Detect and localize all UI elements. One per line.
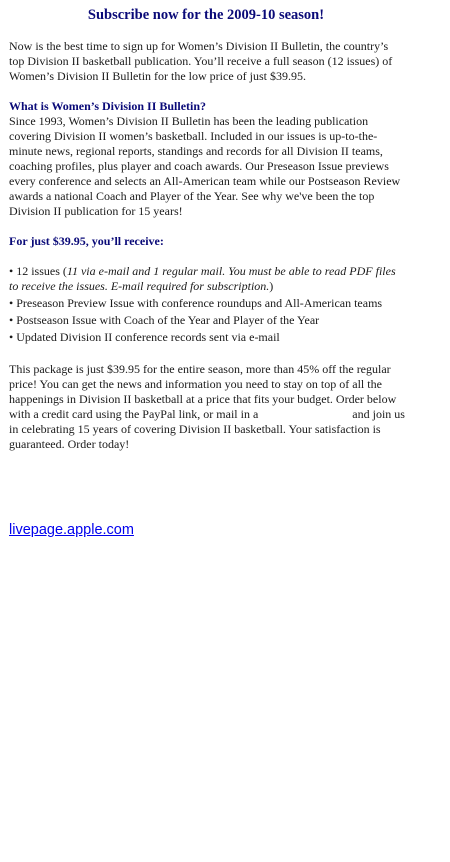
closing-text-before: This package is just $39.95 for the entire season, more than 45% off the regular price! You can get the news and information you need to stay on top of all the happenings in Division II basketball at a price that fits your budget. Order below with a credit card using the PayPal link, or mail in a	[9, 362, 397, 421]
list-item: • Postseason Issue with Coach of the Year and Player of the Year	[9, 313, 320, 327]
closing-paragraph	[9, 362, 405, 452]
list-item	[9, 264, 405, 294]
list-item-note: 11 via e-mail and 1 regular mail. You must be able to read PDF files to receive the issues. E-mail required for subscription.	[9, 264, 396, 293]
closing-text-after: and join us in celebrating 15 years of covering Division II basketball. Your satisfaction is guaranteed. Order today!	[9, 407, 405, 451]
intro-paragraph: Now is the best time to sign up for Women’s Division II Bulletin, the country’s top Division II basketball publication. You’ll receive a full season (12 issues) of Women’s Division II Bulletin for the low price of just $39.95.	[9, 39, 393, 83]
page-title: Subscribe now for the 2009-10 season!	[87, 7, 325, 23]
about-section	[9, 99, 405, 219]
list-item-suffix: )	[269, 279, 274, 293]
receive-section	[9, 234, 405, 249]
receive-heading: For just $39.95, you’ll receive:	[9, 234, 164, 248]
about-heading: What is Women’s Division II Bulletin?	[9, 99, 207, 113]
list-item: • Updated Division II conference records sent via e-mail	[9, 330, 280, 344]
footer-link[interactable]: livepage.apple.com	[9, 522, 134, 538]
list-item: • Preseason Preview Issue with conference roundups and All-American teams	[9, 296, 383, 310]
list-item-prefix: • 12 issues (	[9, 264, 67, 278]
benefits-list	[9, 264, 405, 345]
about-body: Since 1993, Women’s Division II Bulletin has been the leading publication covering Division II women’s basketball. Included in our issues is up-to-the-minute news, regional reports, standings and records for all Division II teams, coaching profiles, plus player and coach awards. Our Preseason Issue previews every conference and selects an All-American team while our Postseason Review awards a national Coach and Player of the Year. See why we've been the top Division II publication for 15 years!	[9, 114, 401, 218]
